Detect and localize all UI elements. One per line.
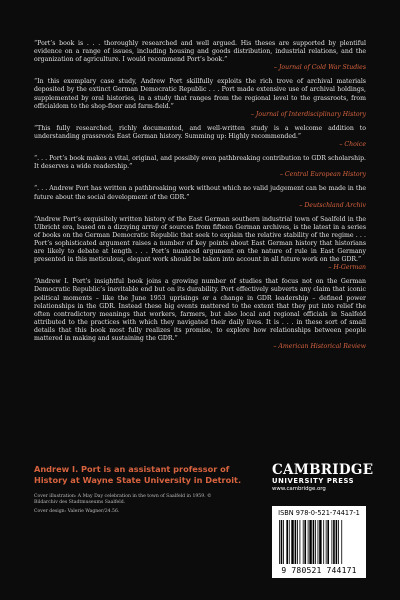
review-source: – Journal of Cold War Studies — [273, 64, 366, 72]
review-quote: “In this exemplary case study, Andrew Port skillfully exploits the rich trove of archival materials deposited by the extinct German Democratic Republic . . . Port made extensive use of archival holdings, supplemented by oral histories, in a study that ranges from the regional level to the grassroots, from officialdom to the shop-floor and farm-field.” — [34, 78, 366, 110]
review-quote: “Andrew Port’s exquisitely written history of the East German southern industrial town of Saalfeld in the Ulbricht era, based on a dizzying array of sources from fifteen German archives, is the latest in a series of books on the German Democratic Republic that seek to explain the relative stability of the regime . . . Port’s sophisticated argument raises a number of key points about East German history that historians are likely to debate at length . . . Port’s nuanced argument on the nature of rule in East Germany presented in this meticulous, elegant work should be taken into account in all future work on the GDR.” — [34, 215, 366, 264]
barcode-icon — [279, 520, 361, 564]
review-item — [34, 216, 366, 273]
publisher-subname: UNIVERSITY PRESS — [272, 477, 355, 485]
review-source: – American Historical Review — [273, 343, 366, 351]
review-quote: “. . . Andrew Port has written a pathbreaking work without which no valid judgement can be made in the future about the social development of the GDR.” — [34, 185, 366, 201]
publisher-name: CAMBRIDGE — [272, 462, 374, 478]
review-source: – Deutschland Archiv — [299, 201, 366, 209]
review-source: – Central European History — [279, 171, 366, 179]
review-source: – Journal of Interdisciplinary History — [250, 110, 366, 118]
review-item — [34, 40, 366, 72]
cover-design-credit: Cover design: Valerie Wagner/24.56. — [34, 509, 120, 515]
review-quote: “This fully researched, richly documented, and well-written study is a welcome addition to understanding grassroots East German history. Summing up: Highly recommended.” — [34, 124, 366, 140]
cover-illustration-credit: Cover illustration: A May Day celebration in the town of Saalfeld in 1959. © Bildarchiv des Stadtmuseums Saalfeld. — [34, 494, 212, 506]
publisher-logo — [272, 462, 374, 493]
review-quote: “Port’s book is . . . thoroughly researched and well argued. His theses are supported by plentiful evidence on a range of issues, including housing and goods distribution, industrial relations, and the organization of agriculture. I would recommend Port’s book.” — [34, 40, 366, 64]
author-bio: Andrew I. Port is an assistant professor of History at Wayne State University in Detroit. — [34, 464, 242, 485]
review-source: – Choice — [339, 141, 366, 149]
publisher-url: www.cambridge.org — [272, 486, 326, 492]
cover-credits — [34, 494, 234, 519]
barcode-panel — [272, 506, 366, 578]
review-item — [34, 155, 366, 179]
review-item — [34, 185, 366, 209]
review-source: – H-German — [328, 264, 366, 272]
review-item — [34, 125, 366, 149]
isbn-label: ISBN 978-0-521-74417-1 — [278, 509, 360, 517]
review-item — [34, 278, 366, 351]
barcode-digits: 9 780521 744171 — [281, 566, 357, 575]
review-item — [34, 78, 366, 118]
review-quote: “Andrew I. Port’s insightful book joins a growing number of studies that focus not on the German Democratic Republic’s inevitable end but on its durability. Port effectively subverts any claim that iconic political moments – like the June 1953 uprisings or a change in GDR leadership – defined power relationships in the GDR. Instead these big events mattered to the extent that they put into relief the often contradictory meanings that workers, farmers, but also local and regional officials in Saalfeld attributed to the practices with which they navigated their daily lives. It is . . . in these sort of small details that this book most fully realizes its promise, to explore how relationships between people mattered in making and sustaining the GDR.” — [34, 278, 366, 342]
review-quote: “. . . Port’s book makes a vital, original, and possibly even pathbreaking contribution to GDR scholarship. It deserves a wide readership.” — [34, 155, 366, 171]
review-list — [34, 40, 366, 357]
